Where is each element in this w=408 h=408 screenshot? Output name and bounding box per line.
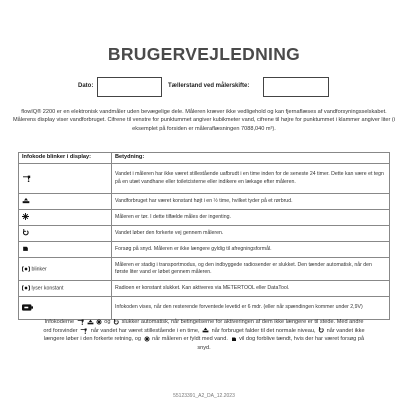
tap-drip-icon (77, 318, 85, 325)
footer-text: når vandet ikke længere løber i den forkerte retning, og (43, 327, 365, 343)
footer-text: Infokoderne (44, 319, 75, 325)
table-cell-meaning: Vandet i måleren har ikke været stillestående uafbrudt i en time inden for de seneste 24 timer. Dette kan være et tegn på en utæt vandhane eller toiletcisterne eller indikere en lækage efter måleren. (112, 164, 390, 194)
intro-paragraph-2: Målerens display viser vandforbruget. Cifrene til venstre for punktummet angiver kubikmeter vand, cifrene til højre for punktummet i klammer angiver liter (i eksemplet på forsiden er måleraflæsningen 7088,040 m³). (12, 117, 396, 132)
table-cell-meaning: Radioen er konstant slukket. Kan aktiveres via METERTOOL eller DataTool. (112, 281, 390, 297)
tamper-icon (231, 336, 237, 342)
table-cell-meaning: Infokoden vises, når den resterende forventede levetid er 6 mdr. (eller når spændingen kommer under 2,9V) (112, 297, 390, 320)
reverse-flow-icon (22, 229, 29, 236)
table-row (19, 242, 390, 258)
frost-icon (22, 213, 29, 220)
date-label: Dato: (78, 83, 94, 89)
table-cell-meaning: Vandet løber den forkerte vej gennem måleren. (112, 226, 390, 242)
pipe-burst-icon (22, 197, 30, 204)
tap-drip-icon (22, 174, 32, 182)
table-row (19, 164, 390, 194)
pipe-burst-icon (202, 327, 209, 333)
radio-constant-label: lyser konstant (31, 285, 64, 292)
page-title: BRUGERVEJLEDNING (107, 44, 301, 64)
footer-text: slukker automatisk, når betingelserne for aktiveringen af dem ikke længere er til stede. Med andre ord forsvinder (43, 319, 364, 334)
table-row (19, 194, 390, 210)
footer-text: når måleren er fyldt med vand. (152, 336, 228, 343)
footer-note (40, 318, 368, 352)
footer-text: når vandet har været stillestående i en time, (90, 327, 200, 334)
table-row (19, 297, 390, 320)
reverse-flow-icon (113, 319, 119, 325)
table-row (19, 281, 390, 297)
radio-icon (22, 284, 30, 292)
radio-blinking-label: blinker (31, 266, 47, 273)
table-row (19, 258, 390, 281)
table-cell-meaning: Forsøg på snyd. Måleren er ikke længere gyldig til afregningsformål. (112, 242, 390, 258)
table-row (19, 210, 390, 226)
pipe-burst-icon (87, 319, 94, 325)
table-header-row (19, 153, 390, 164)
column-header-code: Infokode blinker i display: (19, 153, 112, 164)
header-fields (0, 77, 408, 99)
frost-icon (96, 319, 102, 325)
tamper-icon (22, 245, 29, 252)
radio-icon (22, 265, 30, 273)
tap-drip-icon (80, 327, 88, 334)
footer-text: og (104, 319, 111, 325)
document-id: 55123391_A2_DA_12.2023 (173, 393, 235, 399)
date-field[interactable] (97, 77, 162, 97)
table-cell-meaning: Vandforbruget har været konstant højt i en ½ time, hvilket tyder på et rørbrud. (112, 194, 390, 210)
column-header-meaning: Betydning: (112, 153, 390, 164)
footer-text: når forbruget falder til det normale niveau, (211, 327, 316, 334)
battery-icon (22, 304, 33, 311)
table-cell-meaning: Måleren er tør. I dette tilfælde måles der ingenting. (112, 210, 390, 226)
table-row (19, 226, 390, 242)
meter-reading-label: Tællerstand ved målerskifte: (168, 83, 250, 89)
reverse-flow-icon (318, 327, 324, 333)
frost-icon (144, 336, 150, 342)
footer-text: vil dog forblive tændt, hvis der har været forsøg på snyd. (197, 336, 365, 351)
intro-text (10, 108, 398, 133)
meter-reading-field[interactable] (263, 77, 329, 97)
info-code-table (18, 152, 390, 320)
intro-paragraph-1: flowIQ® 2200 er en elektronisk vandmåler uden bevægelige dele. Måleren kræver ikke vedligehold og kan fjernaflæses af vandforsyningsselskabet. (21, 109, 387, 115)
table-cell-meaning: Måleren er stadig i transportmodus, og den indbyggede radiosender er slukket. Den tænder automatisk, når den første liter vand er løbet gennem måleren. (112, 258, 390, 281)
